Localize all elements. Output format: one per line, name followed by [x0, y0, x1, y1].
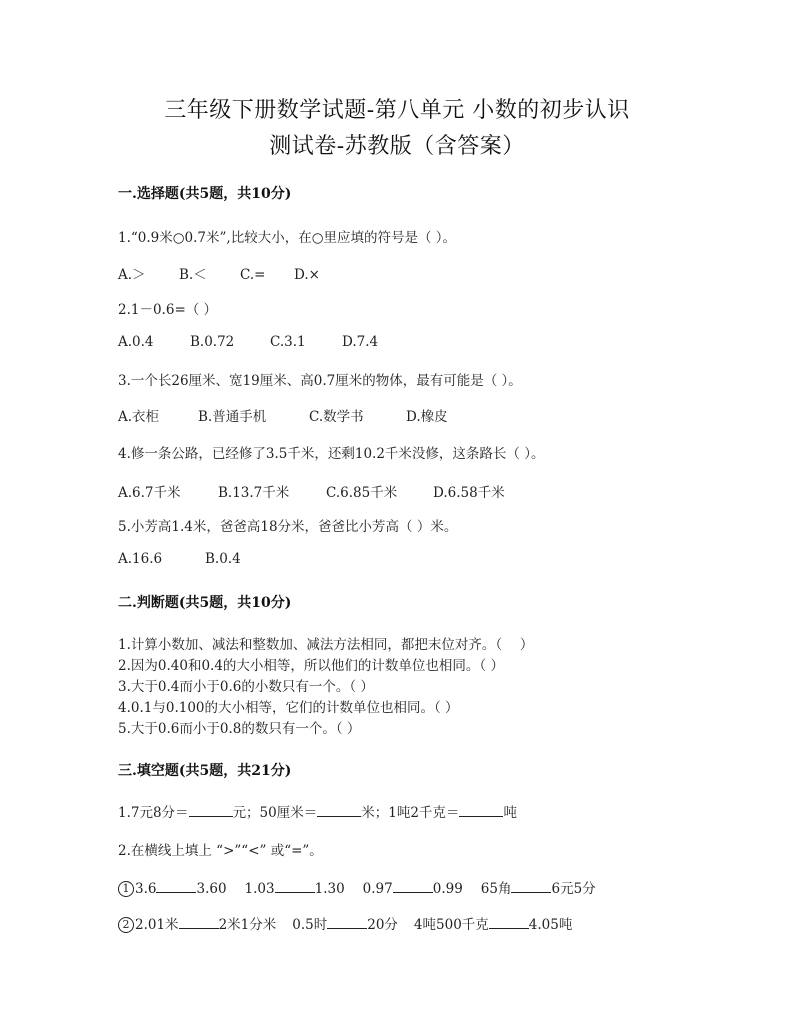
option-a: A.0.4 [118, 334, 154, 350]
fill-q1-part-a: 1.7元8分＝ [118, 805, 189, 821]
option-a: A.衣柜 [118, 409, 160, 425]
choice-options-1 [118, 263, 320, 283]
compare-left: 0.5时 [292, 917, 328, 933]
circled-number: 2 [118, 917, 134, 933]
option-d: D.6.58千米 [433, 485, 505, 501]
option-b: B.0.4 [205, 551, 241, 567]
compare-right: 4.05吨 [528, 917, 573, 933]
option-a: A.＞ [118, 267, 146, 283]
option-a: A.16.6 [118, 551, 163, 567]
option-d: D.橡皮 [406, 409, 448, 425]
judge-item-5: 5.大于0.6而小于0.8的数只有一个。（ ） [118, 721, 361, 737]
judge-item-1: 1.计算小数加、减法和整数加、减法方法相同，都把末位对齐。（ ） [118, 637, 534, 653]
choice-question-5: 5.小芳高1.4米，爸爸高18分米，爸爸比小芳高（ ）米。 [118, 519, 458, 535]
choice-question-4: 4.修一条公路，已经修了3.5千米，还剩10.2千米没修，这条路长（ ）。 [118, 446, 545, 462]
compare-right: 0.99 [432, 881, 463, 897]
answer-blank [317, 804, 361, 817]
answer-blank [275, 880, 315, 893]
choice-options-5 [118, 551, 241, 567]
answer-blank [489, 916, 529, 929]
answer-blank [393, 880, 433, 893]
judge-item-3: 3.大于0.4而小于0.6的小数只有一个。（ ） [118, 679, 374, 695]
fill-q1-part-c: 米；1吨2千克＝ [361, 805, 460, 821]
compare-left: 4吨500千克 [413, 917, 489, 933]
section-heading-judge: 二.判断题(共5题，共10分) [118, 595, 292, 611]
compare-right: 20分 [367, 917, 398, 933]
compare-right: 6元5分 [551, 881, 596, 897]
answer-blank [179, 916, 219, 929]
circled-number: 1 [118, 881, 134, 897]
fill-question-2: 2.在横线上填上 “>”“<” 或“=”。 [118, 843, 323, 859]
fill-question-1 [118, 801, 517, 821]
page-title-line-2: 测试卷-苏教版（含答案） [269, 134, 525, 159]
fill-q1-part-b: 元；50厘米＝ [232, 805, 318, 821]
judge-item-4: 4.0.1与0.100的大小相等，它们的计数单位也相同。（ ） [118, 700, 459, 716]
answer-blank [156, 880, 196, 893]
choice-options-3 [118, 405, 448, 425]
fill-compare-row-2 [118, 913, 572, 933]
answer-blank [327, 916, 367, 929]
option-c: C.数学书 [309, 409, 364, 425]
option-d: D.× [294, 267, 320, 283]
compare-right: 3.60 [196, 881, 227, 897]
compare-left: 1.03 [244, 881, 275, 897]
answer-blank [189, 804, 233, 817]
fill-compare-row-1 [118, 877, 596, 897]
option-c: C.3.1 [270, 334, 306, 350]
compare-right: 2米1分米 [218, 917, 277, 933]
compare-left: 3.6 [135, 881, 157, 897]
compare-left: 65角 [480, 881, 512, 897]
choice-question-1: 1.“0.9米○0.7米”,比较大小，在○里应填的符号是（ ）。 [118, 230, 457, 246]
option-c: C.6.85千米 [326, 485, 398, 501]
page-title-line-1: 三年级下册数学试题-第八单元 小数的初步认识 [164, 98, 630, 123]
option-b: B.普通手机 [198, 409, 267, 425]
compare-right: 1.30 [314, 881, 345, 897]
option-a: A.6.7千米 [118, 485, 181, 501]
option-d: D.7.4 [342, 334, 379, 350]
section-heading-fill: 三.填空题(共5题，共21分) [118, 763, 292, 779]
compare-left: 0.97 [362, 881, 393, 897]
judge-item-2: 2.因为0.40和0.4的大小相等，所以他们的计数单位也相同。（ ） [118, 658, 504, 674]
choice-question-2: 2.1－0.6=（ ） [118, 302, 218, 318]
compare-left: 2.01米 [135, 917, 179, 933]
choice-options-4 [118, 481, 505, 501]
fill-q1-part-d: 吨 [503, 805, 517, 821]
option-b: B.0.72 [190, 334, 235, 350]
answer-blank [459, 804, 503, 817]
answer-blank [511, 880, 551, 893]
option-b: B.＜ [179, 267, 207, 283]
option-c: C.= [240, 267, 266, 283]
choice-options-2 [118, 334, 378, 350]
section-heading-choice: 一.选择题(共5题，共10分) [118, 186, 292, 202]
option-b: B.13.7千米 [218, 485, 290, 501]
choice-question-3: 3.一个长26厘米、宽19厘米、高0.7厘米的物体，最有可能是（ ）。 [118, 373, 522, 389]
